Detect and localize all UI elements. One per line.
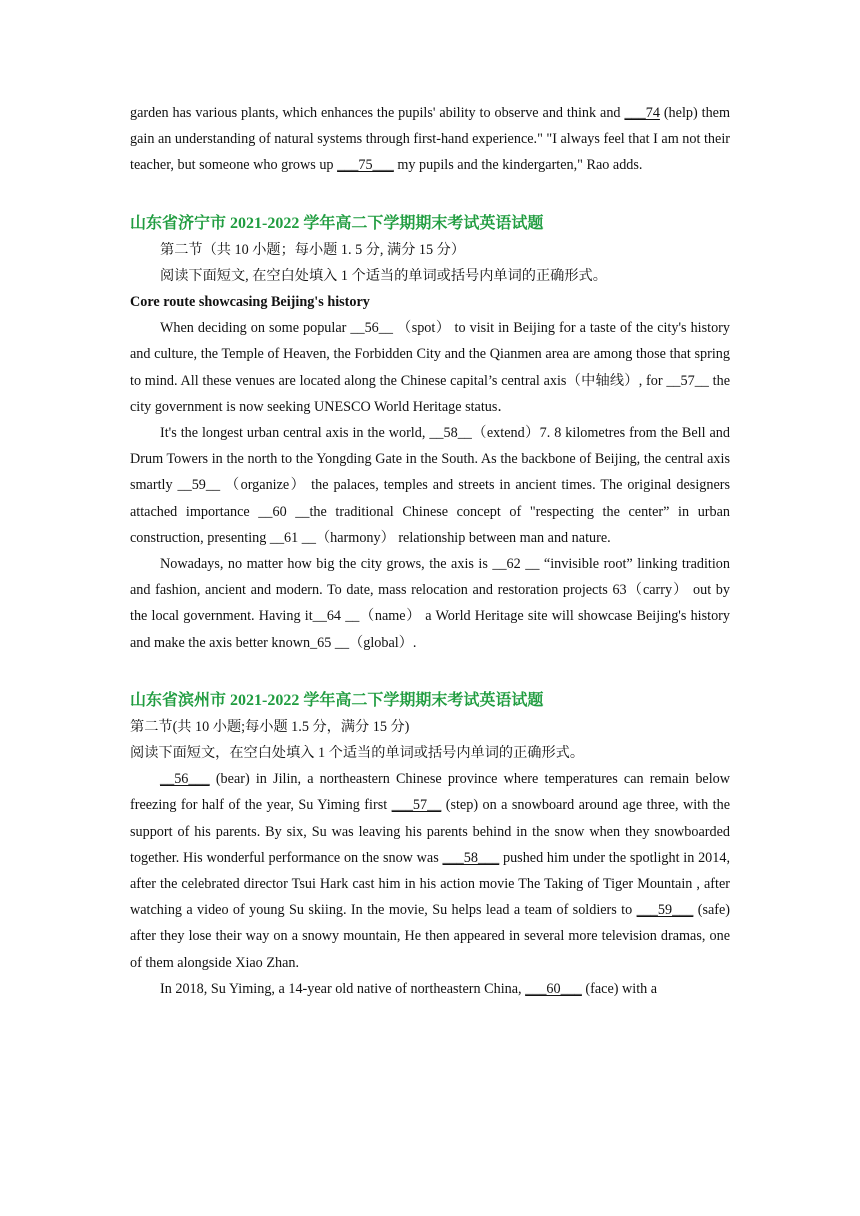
blank-74: ___74 xyxy=(624,105,660,121)
blank-56: __56___ xyxy=(160,771,210,788)
blank-75: ___75___ xyxy=(337,157,394,174)
section-title-binzhou: 山东省滨州市 2021-2022 学年高二下学期期末考试英语试题 xyxy=(130,691,544,709)
binzhou-paragraph-2: In 2018, Su Yiming, a 14-year old native of northeastern China, ___60___ (face) with a xyxy=(160,980,658,997)
blank-57: ___57__ xyxy=(391,797,442,814)
blank-60: ___60___ xyxy=(525,980,582,997)
blank-59: ___59___ xyxy=(636,902,694,919)
binzhou-paragraph-1: __56___ (bear) in Jilin, a northeastern Chinese province where temperatures can remain below freezing for half of the year, Su Yiming first ___57__ (step) on a snowboard around age three, with the support of his parents. By six, Su was leaving his parents behind in the snow when they snowboarded together. His wonderful performance on the snow was ___58___ pushed him under the spotlight in 2014, after the celebrated director Tsui Hark cast him in his action movie The Taking of Tiger Mountain , after watching a video of young Su skiing. In the movie, Su helps lead a team of soldiers to ___59___ (safe) after they lose their way on a snowy mountain, He then appeared in several more television dramas, one of them alongside Xiao Zhan. xyxy=(130,771,731,971)
jining-instruction-2: 阅读下面短文, 在空白处填入 1 个适当的单词或括号内单词的正确形式。 xyxy=(160,267,607,284)
binzhou-instruction-1: 第二节(共 10 小题;每小题 1.5 分，满分 15 分) xyxy=(130,718,410,735)
prev-passage-paragraph: garden has various plants, which enhances the pupils' ability to observe and think and ___74 (help) them gain an understanding of natural systems through first-hand experience." "I always feel that I am not their teacher, but someone who grows up ___75___ my pupils and the kindergarten," Rao adds. xyxy=(130,105,730,174)
binzhou-instruction-2: 阅读下面短文，在空白处填入 1 个适当的单词或括号内单词的正确形式。 xyxy=(130,745,585,762)
jining-instruction-1: 第二节（共 10 小题；每小题 1. 5 分, 满分 15 分） xyxy=(160,241,466,258)
section-title-jining: 山东省济宁市 2021-2022 学年高二下学期期末考试英语试题 xyxy=(130,214,544,232)
jining-paragraph-3: Nowadays, no matter how big the city grows, the axis is __62 __ “invisible root” linking tradition and fashion, ancient and modern. To date, mass relocation and restoration projects 63（carry） out by the local government. Having it__64 __（name） a World Heritage site will showcase Beijing's history and make the axis better known_65 __（global）. xyxy=(130,556,730,651)
jining-paragraph-1: When deciding on some popular __56__ （spot） to visit in Beijing for a taste of the city's history and culture, the Temple of Heaven, the Forbidden City and the Qianmen area are among those that spring to mind. All these venues are located along the Chinese capital’s central axis（中轴线）, for __57__ the city government is now seeking UNESCO World Heritage status． xyxy=(130,320,730,415)
blank-58: ___58___ xyxy=(442,849,500,866)
passage-title: Core route showcasing Beijing's history xyxy=(130,294,370,311)
jining-paragraph-2: It's the longest urban central axis in the world, __58__（extend）7. 8 kilometres from the Bell and Drum Towers in the north to the Yongding Gate in the South. As the backbone of Beijing, the central axis smartly __59__ （organize） the palaces, temples and streets in ancient times. The original designers attached importance __60 __the traditional Chinese concept of "respecting the center” in urban construction, presenting __61 __（harmony） relationship between man and nature. xyxy=(130,425,730,546)
page-content xyxy=(130,100,730,1002)
